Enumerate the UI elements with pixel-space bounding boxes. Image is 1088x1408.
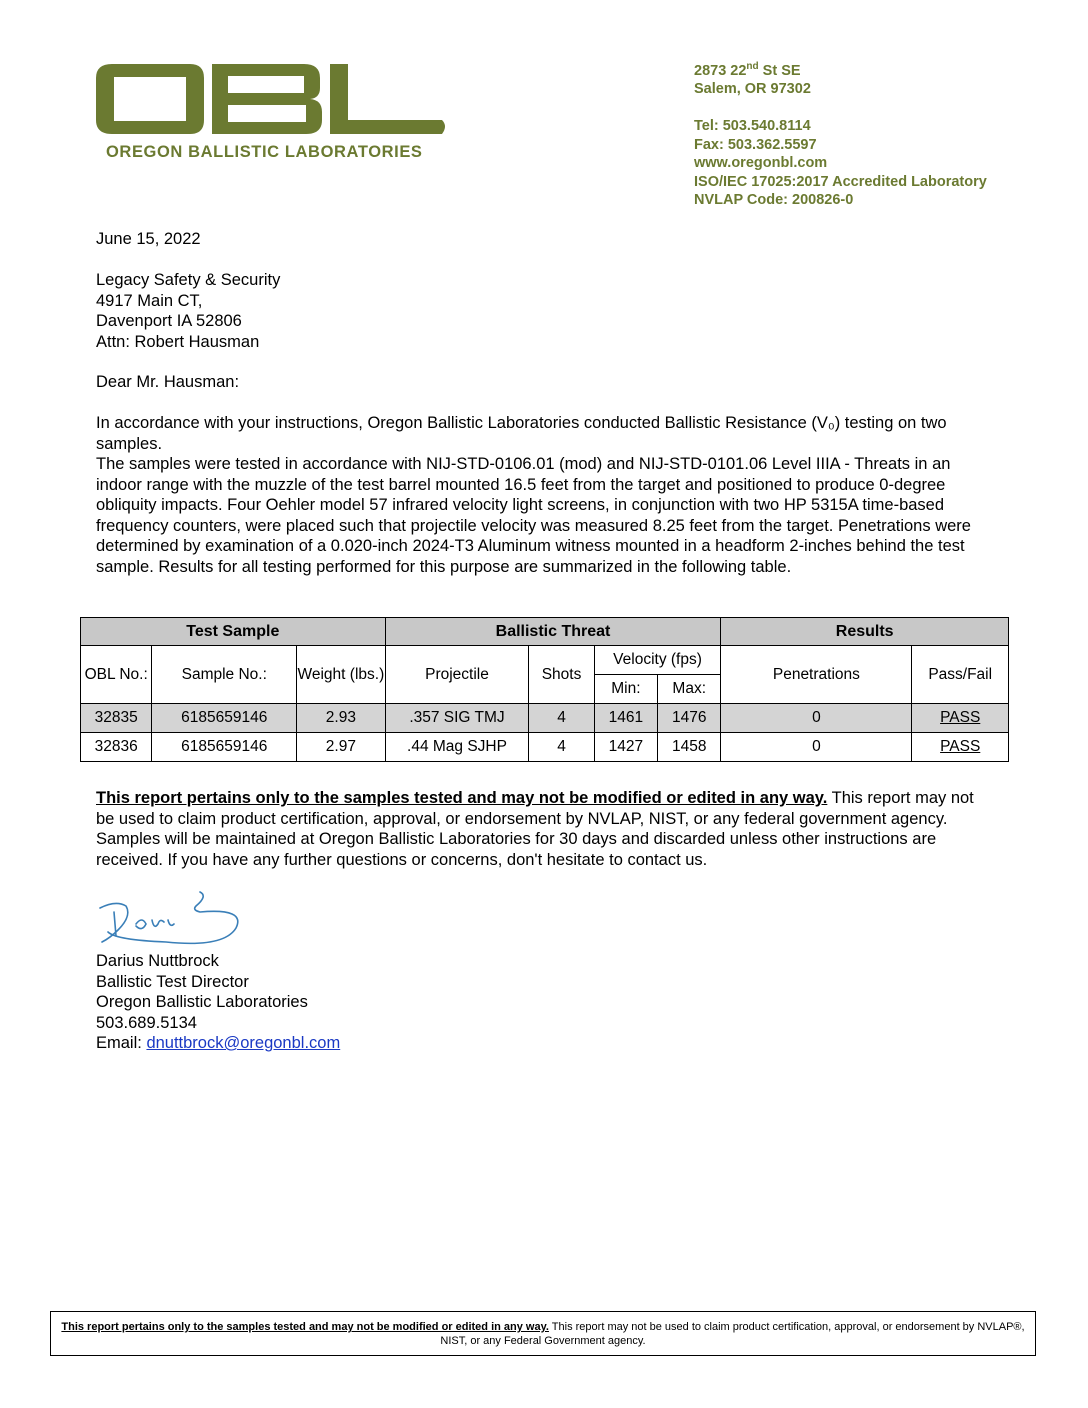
cell-weight: 2.93 [297, 704, 385, 733]
cell-projectile: .44 Mag SJHP [385, 733, 529, 762]
header-weight: Weight (lbs.) [297, 646, 385, 704]
group-results: Results [721, 618, 1009, 646]
signer-title: Ballistic Test Director [96, 972, 249, 991]
signature-image [96, 890, 246, 948]
header-penetrations: Penetrations [721, 646, 912, 704]
cell-weight: 2.97 [297, 733, 385, 762]
website: www.oregonbl.com [694, 155, 828, 172]
address-line-2: Salem, OR 97302 [694, 81, 811, 98]
recipient-line: Legacy Safety & Security [96, 271, 281, 289]
logo-text: OREGON BALLISTIC LABORATORIES [106, 143, 423, 161]
cell-max: 1476 [658, 704, 721, 733]
table-row [81, 704, 1009, 733]
footer-disclaimer-box [50, 1311, 1036, 1356]
header-pass-fail: Pass/Fail [912, 646, 1009, 704]
cell-penetrations: 0 [721, 733, 912, 762]
signer-phone: 503.689.5134 [96, 1013, 197, 1032]
group-test-sample: Test Sample [81, 618, 386, 646]
cell-sample: 6185659146 [152, 704, 297, 733]
email-link[interactable]: dnuttbrock@oregonbl.com [146, 1034, 341, 1052]
footer-rest: This report may not be used to claim product certification, approval, or endorsement by NVLAP®, NIST, or any Federal Government agency. [440, 1321, 1025, 1347]
cell-min: 1427 [594, 733, 657, 762]
header-obl-no: OBL No.: [81, 646, 152, 704]
cell-result: PASS [912, 704, 1009, 733]
paragraph-intro: In accordance with your instructions, Oregon Ballistic Laboratories conducted Ballistic Resistance (V₀) testing on two samples. [96, 414, 947, 453]
results-table [80, 617, 1009, 762]
contact-block [694, 58, 987, 210]
header-projectile: Projectile [385, 646, 529, 704]
cell-projectile: .357 SIG TMJ [385, 704, 529, 733]
cell-shots: 4 [529, 733, 594, 762]
disclaimer-underlined: This report pertains only to the samples tested and may not be modified or edited in any way. [96, 789, 828, 807]
address-line-1: 2873 22nd St SE [694, 61, 801, 79]
cell-penetrations: 0 [721, 704, 912, 733]
cell-result: PASS [912, 733, 1009, 762]
header-max: Max: [658, 675, 721, 704]
header-velocity: Velocity (fps) [594, 646, 721, 675]
footer-underlined: This report pertains only to the samples tested and may not be modified or edited in any way. [61, 1321, 549, 1333]
group-ballistic-threat: Ballistic Threat [385, 618, 721, 646]
signer-org: Oregon Ballistic Laboratories [96, 993, 308, 1011]
header-min: Min: [594, 675, 657, 704]
recipient-line: 4917 Main CT, [96, 291, 203, 310]
header-sample-no: Sample No.: [152, 646, 297, 704]
telephone: Tel: 503.540.8114 [694, 118, 811, 135]
paragraph-method: The samples were tested in accordance with NIJ-STD-0106.01 (mod) and NIJ-STD-0101.06 Level IIIA - Threats in an indoor range with the muzzle of the test barrel mounted 16.5 feet from the target and positioned to produce 0-degree obliquity impacts. Four Oehler model 57 infrared velocity light screens, in conjunction with two HP 5315A time-based frequency counters, were placed such that projectile velocity was measured 8.25 feet from the target. Penetrations were determined by examination of a 0.020-inch 2024-T3 Aluminum witness mounted in a headform 2-inches behind the test sample. Results for all testing performed for this purpose are summarized in the following table. [96, 455, 971, 576]
header-shots: Shots [529, 646, 594, 704]
signer-name: Darius Nuttbrock [96, 952, 219, 970]
cell-shots: 4 [529, 704, 594, 733]
cell-obl: 32835 [81, 704, 152, 733]
recipient-block [96, 270, 996, 352]
signature-block [96, 951, 996, 1054]
cell-sample: 6185659146 [152, 733, 297, 762]
recipient-line: Davenport IA 52806 [96, 312, 242, 330]
table-row [81, 733, 1009, 762]
signer-email-line: Email: dnuttbrock@oregonbl.com [96, 1034, 341, 1052]
salutation: Dear Mr. Hausman: [96, 373, 240, 391]
cell-max: 1458 [658, 733, 721, 762]
cell-min: 1461 [594, 704, 657, 733]
fax: Fax: 503.362.5597 [694, 136, 817, 153]
disclaimer-rest: This report may not be used to claim product certification, approval, or endorsement by NVLAP, NIST, or any federal government agency. Samples will be maintained at Oregon Ballistic Laboratories for 30 days and discarded unless other instructions are received. If you have any further questions or concerns, don't hesitate to contact us. [96, 789, 974, 869]
letter-date: June 15, 2022 [96, 230, 201, 248]
cell-obl: 32836 [81, 733, 152, 762]
recipient-line: Attn: Robert Hausman [96, 332, 260, 351]
disclaimer-paragraph [96, 788, 991, 870]
nvlap-code: NVLAP Code: 200826-0 [694, 192, 854, 209]
iso-accreditation: ISO/IEC 17025:2017 Accredited Laboratory [694, 173, 987, 190]
